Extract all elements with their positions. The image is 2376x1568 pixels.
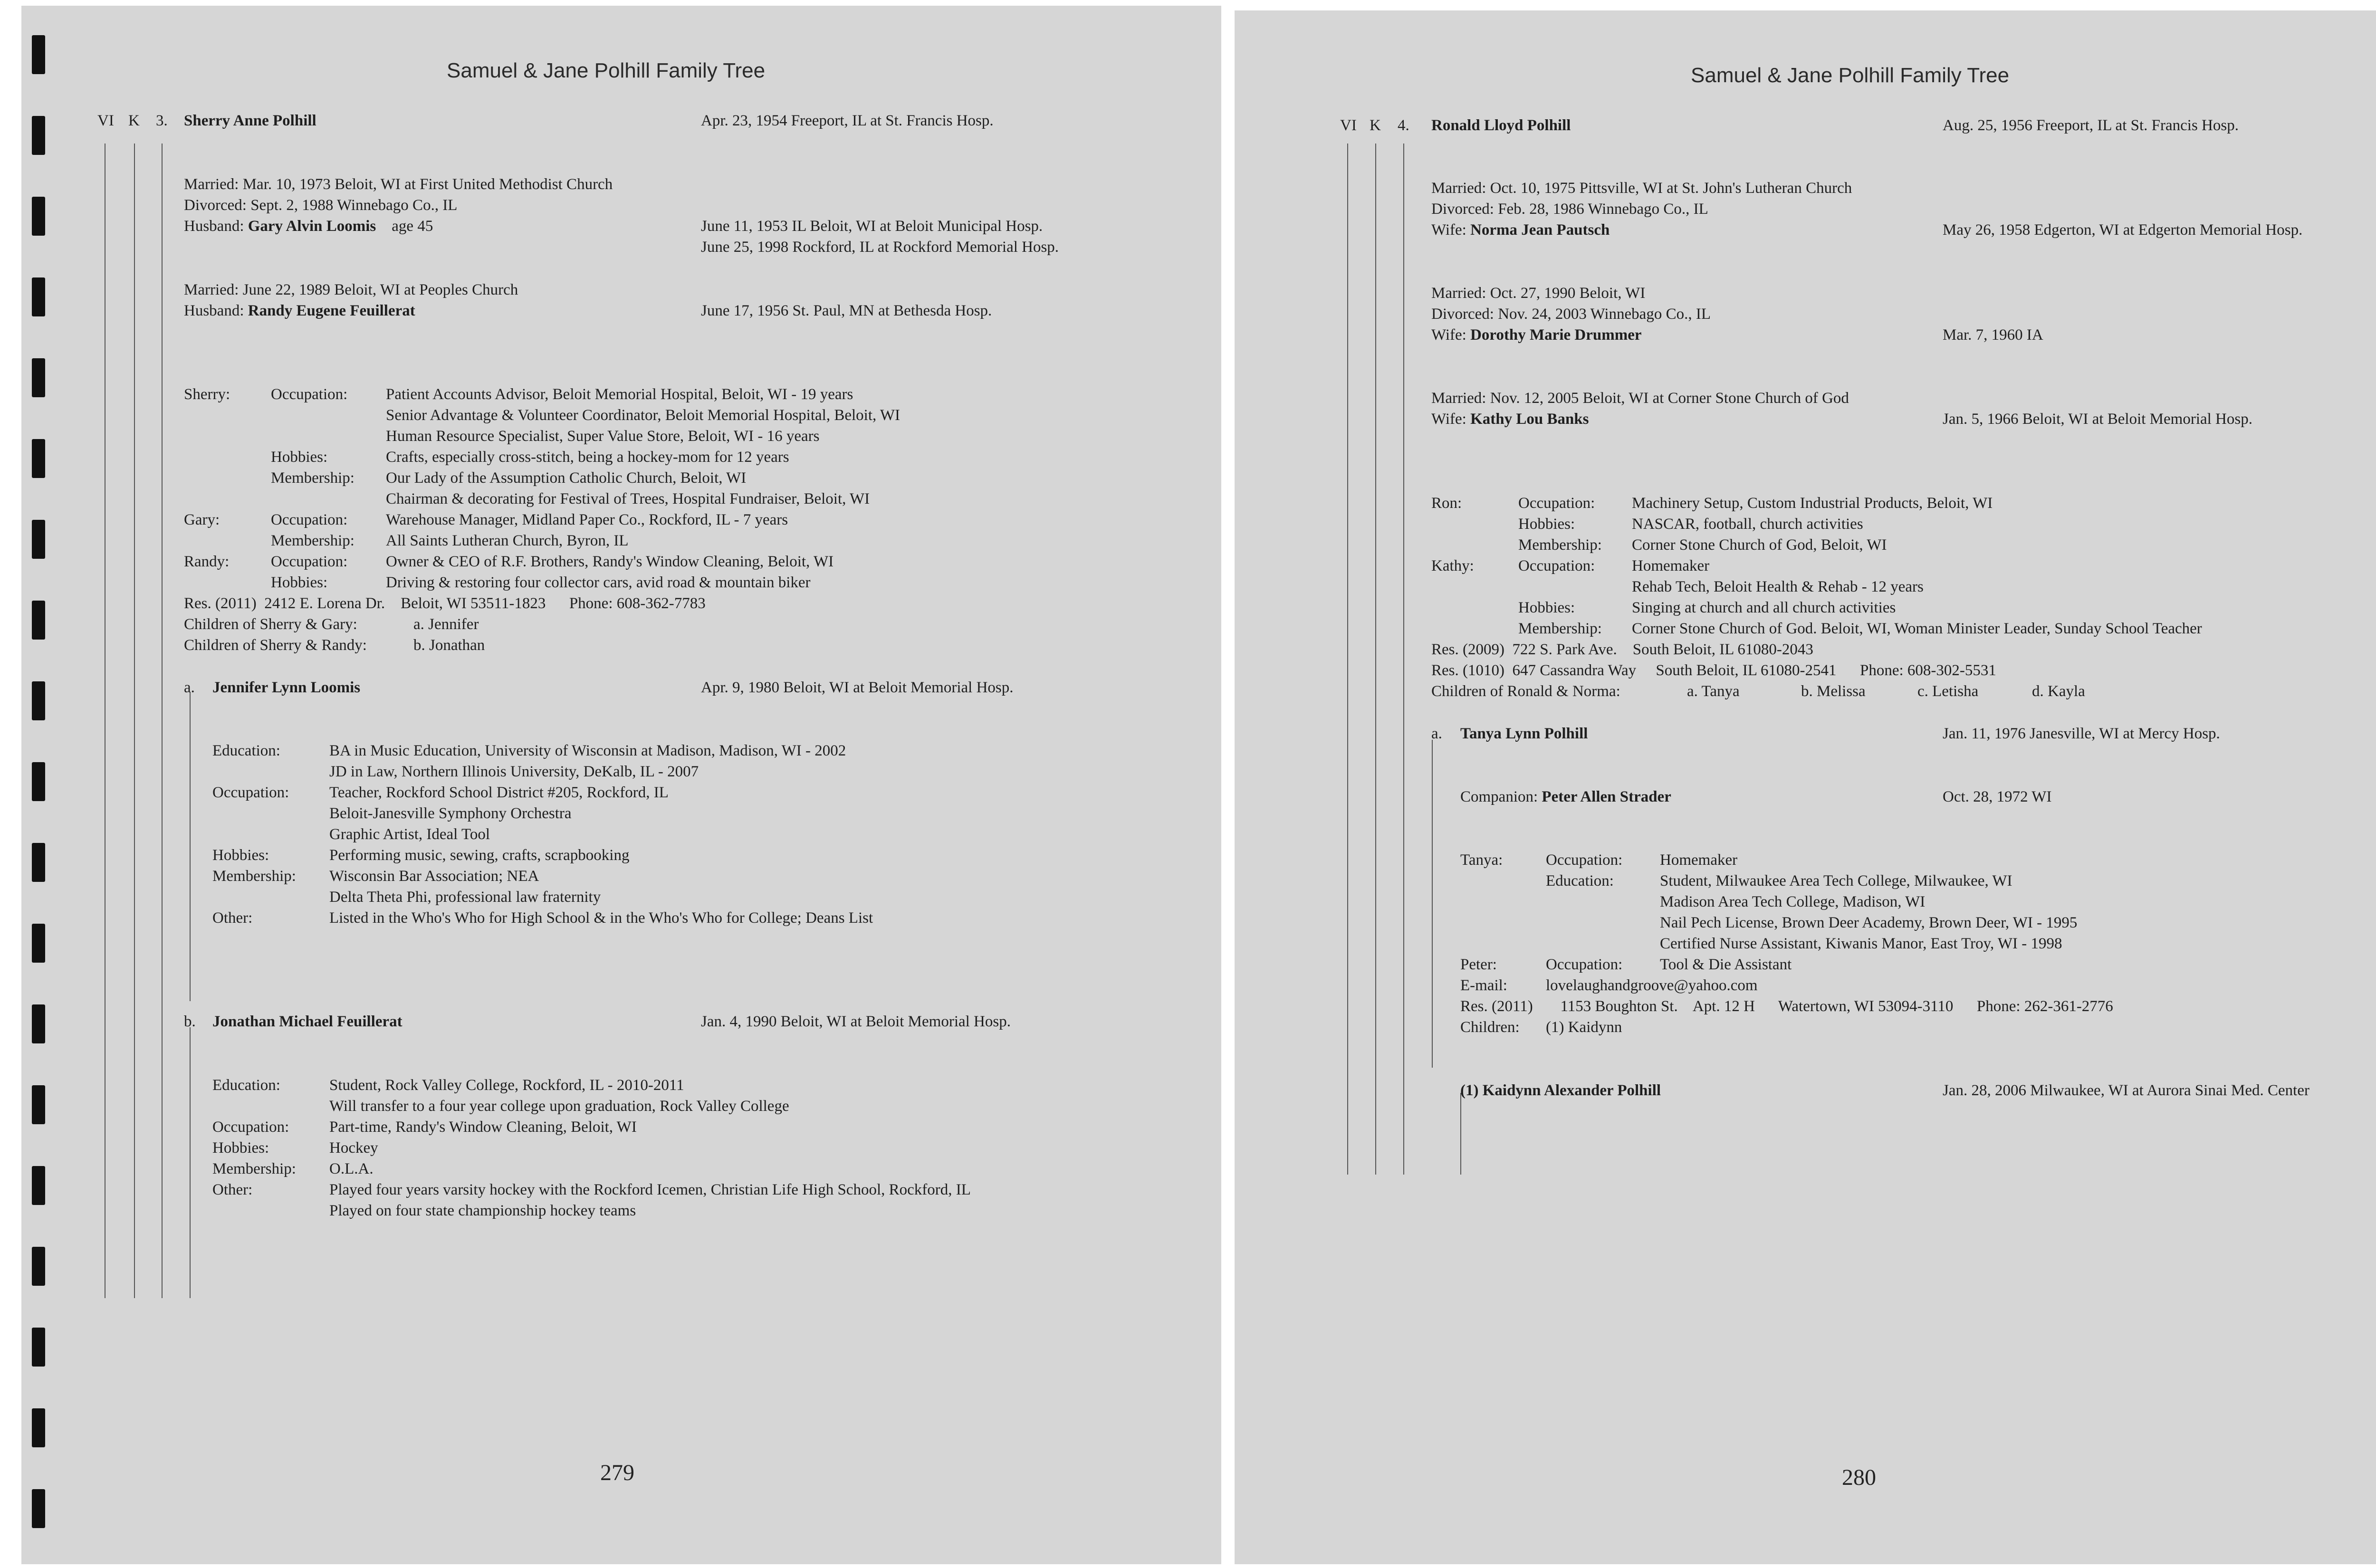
divorce-1: Divorced: Feb. 28, 1986 Winnebago Co., IL [1431, 201, 1708, 218]
kathy-hobbies: Singing at church and all church activities [1632, 599, 1896, 616]
child-education: JD in Law, Northern Illinois University, DeKalb, IL - 2007 [329, 763, 699, 780]
gary-occupation: Warehouse Manager, Midland Paper Co., Rockford, IL - 7 years [386, 511, 788, 528]
peter-occupation: Tool & Die Assistant [1660, 956, 1792, 973]
subject-name: Ronald Lloyd Polhill [1431, 117, 1571, 134]
child-education: BA in Music Education, University of Wisconsin at Madison, Madison, WI - 2002 [329, 742, 846, 759]
companion-birth: Oct. 28, 1972 WI [1943, 788, 2052, 805]
children-list: (1) Kaidynn [1546, 1019, 1622, 1036]
hobbies-label: Hobbies: [1518, 599, 1575, 616]
tanya-education: Madison Area Tech College, Madison, WI [1660, 893, 1926, 910]
residence: Res. (2009) 722 S. Park Ave. South Beloit, IL 61080-2043 [1431, 641, 1813, 658]
tree-line [1403, 143, 1404, 1175]
ron-hobbies: NASCAR, football, church activities [1632, 516, 1863, 533]
husband-1: Husband: Gary Alvin Loomis age 45 [184, 218, 433, 235]
ron-occupation: Machinery Setup, Custom Industrial Products, Beloit, WI [1632, 495, 1993, 512]
child-name: Jonathan Michael Feuillerat [212, 1013, 402, 1030]
child-letter: b. [184, 1013, 196, 1030]
occupation-label: Occupation: [1546, 851, 1623, 869]
email-address: lovelaughandgroove@yahoo.com [1546, 977, 1758, 994]
wife-2: Wife: Dorothy Marie Drummer [1431, 326, 1642, 344]
tanya-education: Student, Milwaukee Area Tech College, Milwaukee, WI [1660, 872, 2012, 889]
membership-label: Membership: [271, 469, 354, 487]
peter-label: Peter: [1460, 956, 1497, 973]
child-occupation: Teacher, Rockford School District #205, Rockford, IL [329, 784, 669, 801]
subject-birth: Apr. 23, 1954 Freeport, IL at St. Francis Hosp. [701, 112, 994, 129]
child-membership: O.L.A. [329, 1160, 374, 1177]
wife-3: Wife: Kathy Lou Banks [1431, 411, 1589, 428]
kathy-membership: Corner Stone Church of God. Beloit, WI, Woman Minister Leader, Sunday School Teacher [1632, 620, 2202, 637]
occupation-label: Occupation: [212, 1119, 289, 1136]
occupation-label: Occupation: [1518, 495, 1595, 512]
wife-1-birth: May 26, 1958 Edgerton, WI at Edgerton Memorial Hosp. [1943, 221, 2303, 239]
husband-2-birth: June 17, 1956 St. Paul, MN at Bethesda Hosp. [701, 302, 992, 319]
tree-line [190, 1027, 191, 1298]
tree-line [1460, 1093, 1461, 1175]
tanya-education: Certified Nurse Assistant, Kiwanis Manor, East Troy, WI - 1998 [1660, 935, 2062, 952]
child-membership: Wisconsin Bar Association; NEA [329, 868, 539, 885]
child-occupation: Graphic Artist, Ideal Tool [329, 826, 490, 843]
tree-line [190, 692, 191, 1001]
entry-number: 4. [1398, 117, 1409, 134]
branch: K [128, 112, 140, 129]
education-label: Education: [212, 1077, 280, 1094]
kathy-occupation: Rehab Tech, Beloit Health & Rehab - 12 years [1632, 578, 1924, 595]
marriage-1: Married: Oct. 10, 1975 Pittsville, WI at St. John's Lutheran Church [1431, 180, 1852, 197]
kathy-label: Kathy: [1431, 557, 1474, 574]
occupation-label: Occupation: [271, 511, 348, 528]
membership-label: Membership: [1518, 620, 1602, 637]
child-birth: Apr. 9, 1980 Beloit, WI at Beloit Memorial Hosp. [701, 679, 1014, 696]
residence: Res. (2011) 1153 Boughton St. Apt. 12 H Watertown, WI 53094-3110 Phone: 262-361-2776 [1460, 998, 2113, 1015]
membership-label: Membership: [271, 532, 354, 549]
children-list: a. Jennifer [413, 616, 479, 633]
children-label: Children of Ronald & Norma: [1431, 683, 1620, 700]
membership-label: Membership: [212, 868, 296, 885]
gary-label: Gary: [184, 511, 220, 528]
children-list: b. Jonathan [413, 637, 485, 654]
children-label: Children: [1460, 1019, 1520, 1036]
occupation-label: Occupation: [271, 386, 348, 403]
education-label: Education: [1546, 872, 1614, 889]
tanya-label: Tanya: [1460, 851, 1503, 869]
child-education: Will transfer to a four year college upon graduation, Rock Valley College [329, 1098, 789, 1115]
ron-label: Ron: [1431, 495, 1462, 512]
sherry-membership: Chairman & decorating for Festival of Trees, Hospital Fundraiser, Beloit, WI [386, 490, 870, 507]
child-education: Student, Rock Valley College, Rockford, IL - 2010-2011 [329, 1077, 684, 1094]
tree-line [134, 143, 135, 1298]
sherry-occupation: Senior Advantage & Volunteer Coordinator, Beloit Memorial Hospital, Beloit, WI [386, 407, 901, 424]
child-name: Tanya Lynn Polhill [1460, 725, 1588, 742]
branch: K [1370, 117, 1381, 134]
divorce-2: Divorced: Nov. 24, 2003 Winnebago Co., IL [1431, 306, 1711, 323]
child-list-item: c. Letisha [1917, 683, 1979, 700]
child-list-item: d. Kayla [2032, 683, 2085, 700]
subject-name: Sherry Anne Polhill [184, 112, 316, 129]
tree-line [162, 143, 163, 1298]
randy-label: Randy: [184, 553, 230, 570]
marriage-2: Married: Oct. 27, 1990 Beloit, WI [1431, 285, 1646, 302]
sherry-occupation: Patient Accounts Advisor, Beloit Memorial Hospital, Beloit, WI - 19 years [386, 386, 853, 403]
marriage-3: Married: Nov. 12, 2005 Beloit, WI at Corner Stone Church of God [1431, 390, 1849, 407]
membership-label: Membership: [1518, 536, 1602, 554]
wife-1: Wife: Norma Jean Pautsch [1431, 221, 1610, 239]
kathy-occupation: Homemaker [1632, 557, 1710, 574]
generation: VI [97, 112, 114, 129]
page-number: 280 [1842, 1465, 1876, 1490]
residence: Res. (1010) 647 Cassandra Way South Beloit, IL 61080-2541 Phone: 608-302-5531 [1431, 662, 1996, 679]
gary-membership: All Saints Lutheran Church, Byron, IL [386, 532, 629, 549]
email-label: E-mail: [1460, 977, 1507, 994]
randy-occupation: Owner & CEO of R.F. Brothers, Randy's Window Cleaning, Beloit, WI [386, 553, 834, 570]
hobbies-label: Hobbies: [212, 847, 269, 864]
marriage-1: Married: Mar. 10, 1973 Beloit, WI at First United Methodist Church [184, 176, 613, 193]
hobbies-label: Hobbies: [1518, 516, 1575, 533]
child-other: Listed in the Who's Who for High School & in the Who's Who for College; Deans List [329, 909, 873, 927]
child-letter: a. [1431, 725, 1442, 742]
hobbies-label: Hobbies: [271, 449, 328, 466]
child-membership: Delta Theta Phi, professional law fraternity [329, 889, 601, 906]
occupation-label: Occupation: [1518, 557, 1595, 574]
child-letter: a. [184, 679, 195, 696]
page-header: Samuel & Jane Polhill Family Tree [1691, 64, 2010, 87]
child-other: Played four years varsity hockey with the Rockford Icemen, Christian Life High School, Rockford, IL [329, 1181, 971, 1198]
child-occupation: Beloit-Janesville Symphony Orchestra [329, 805, 572, 822]
membership-label: Membership: [212, 1160, 296, 1177]
occupation-label: Occupation: [1546, 956, 1623, 973]
child-name: Jennifer Lynn Loomis [212, 679, 361, 696]
child-list-item: a. Tanya [1687, 683, 1740, 700]
entry-number: 3. [156, 112, 168, 129]
children-label: Children of Sherry & Gary: [184, 616, 357, 633]
child-other: Played on four state championship hockey teams [329, 1202, 636, 1219]
ron-membership: Corner Stone Church of God, Beloit, WI [1632, 536, 1887, 554]
education-label: Education: [212, 742, 280, 759]
sherry-label: Sherry: [184, 386, 230, 403]
child-list-item: b. Melissa [1801, 683, 1866, 700]
tanya-occupation: Homemaker [1660, 851, 1738, 869]
husband-1-birth: June 11, 1953 IL Beloit, WI at Beloit Municipal Hosp. [701, 218, 1043, 235]
occupation-label: Occupation: [271, 553, 348, 570]
wife-3-birth: Jan. 5, 1966 Beloit, WI at Beloit Memorial Hosp. [1943, 411, 2252, 428]
other-label: Other: [212, 909, 253, 927]
child-occupation: Part-time, Randy's Window Cleaning, Beloit, WI [329, 1119, 637, 1136]
page-number: 279 [600, 1460, 634, 1485]
residence: Res. (2011) 2412 E. Lorena Dr. Beloit, WI 53511-1823 Phone: 608-362-7783 [184, 595, 706, 612]
grandchild-name: (1) Kaidynn Alexander Polhill [1460, 1082, 1661, 1099]
husband-2: Husband: Randy Eugene Feuillerat [184, 302, 415, 319]
child-birth: Jan. 11, 1976 Janesville, WI at Mercy Hosp. [1943, 725, 2220, 742]
tree-line [1375, 143, 1376, 1175]
child-hobbies: Performing music, sewing, crafts, scrapbooking [329, 847, 630, 864]
occupation-label: Occupation: [212, 784, 289, 801]
right-page [1235, 10, 2376, 1564]
tanya-education: Nail Pech License, Brown Deer Academy, Brown Deer, WI - 1995 [1660, 914, 2078, 931]
children-label: Children of Sherry & Randy: [184, 637, 367, 654]
subject-birth: Aug. 25, 1956 Freeport, IL at St. Francis Hosp. [1943, 117, 2239, 134]
left-page [21, 6, 1221, 1564]
other-label: Other: [212, 1181, 253, 1198]
randy-hobbies: Driving & restoring four collector cars, avid road & mountain biker [386, 574, 811, 591]
sherry-occupation: Human Resource Specialist, Super Value Store, Beloit, WI - 16 years [386, 428, 820, 445]
page-header: Samuel & Jane Polhill Family Tree [447, 59, 766, 82]
hobbies-label: Hobbies: [212, 1139, 269, 1157]
companion: Companion: Peter Allen Strader [1460, 788, 1671, 805]
wife-2-birth: Mar. 7, 1960 IA [1943, 326, 2043, 344]
child-birth: Jan. 4, 1990 Beloit, WI at Beloit Memorial Hosp. [701, 1013, 1011, 1030]
husband-1-death: June 25, 1998 Rockford, IL at Rockford Memorial Hosp. [701, 239, 1059, 256]
tree-line [1347, 143, 1348, 1175]
marriage-2: Married: June 22, 1989 Beloit, WI at Peoples Church [184, 281, 518, 298]
child-hobbies: Hockey [329, 1139, 378, 1157]
divorce-1: Divorced: Sept. 2, 1988 Winnebago Co., IL [184, 197, 458, 214]
hobbies-label: Hobbies: [271, 574, 328, 591]
tree-line [1432, 740, 1433, 1068]
sherry-hobbies: Crafts, especially cross-stitch, being a hockey-mom for 12 years [386, 449, 789, 466]
sherry-membership: Our Lady of the Assumption Catholic Church, Beloit, WI [386, 469, 747, 487]
generation: VI [1340, 117, 1357, 134]
grandchild-birth: Jan. 28, 2006 Milwaukee, WI at Aurora Sinai Med. Center [1943, 1082, 2309, 1099]
